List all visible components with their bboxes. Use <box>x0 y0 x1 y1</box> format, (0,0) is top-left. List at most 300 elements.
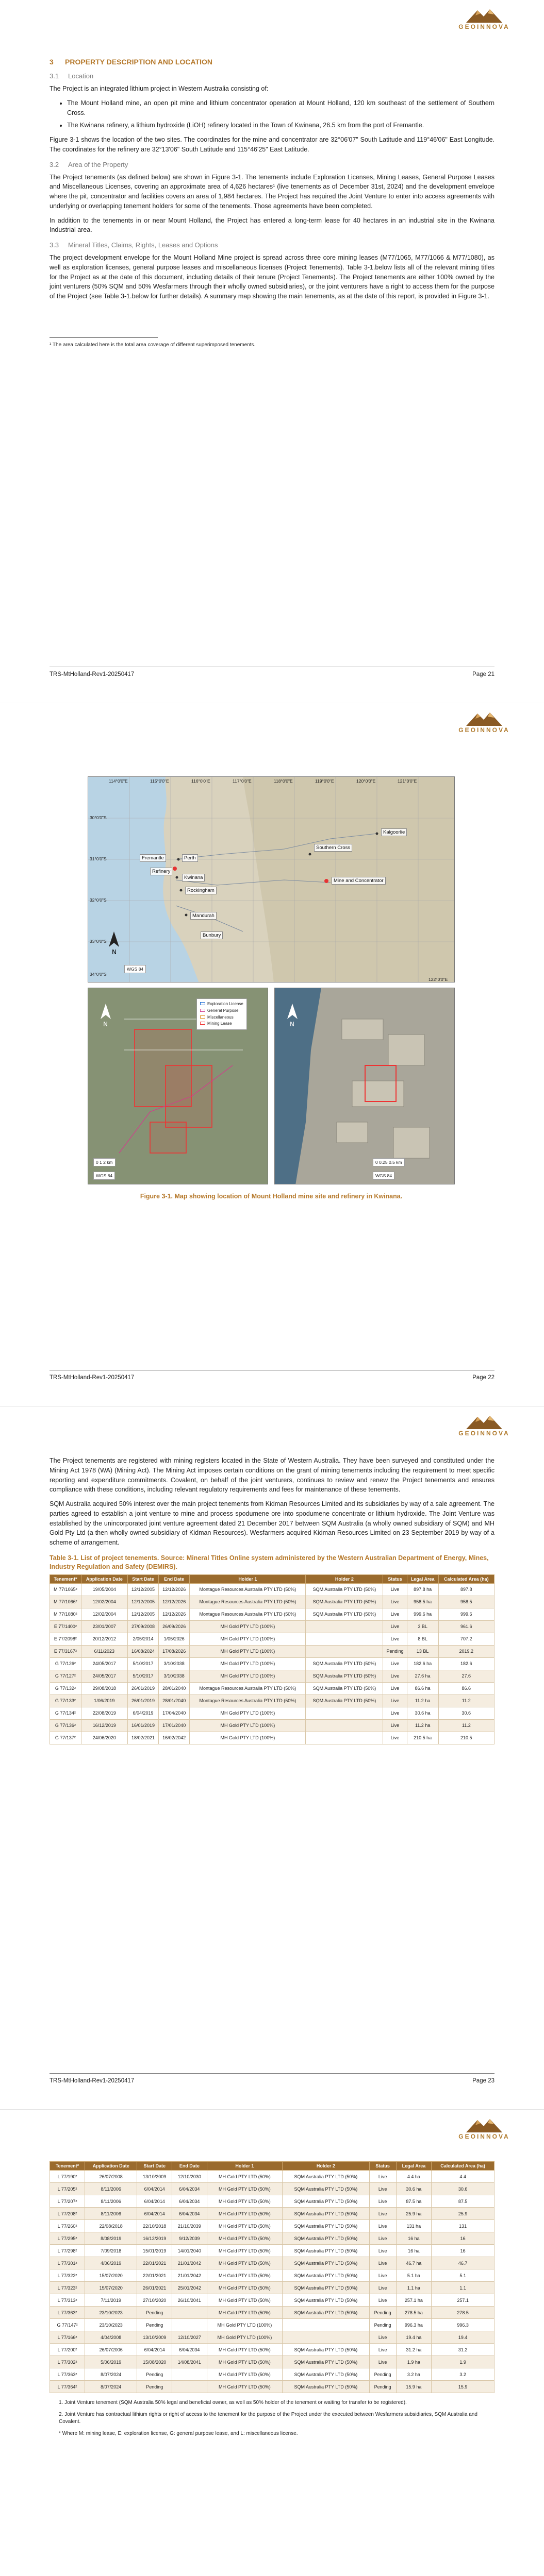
table-cell: 15/07/2020 <box>85 2282 137 2294</box>
table-cell: 4.4 ha <box>396 2171 431 2183</box>
table-cell: 6/04/2014 <box>137 2183 172 2195</box>
lon-tick: 122°0'0"E <box>428 977 448 982</box>
table-row <box>50 1682 494 1694</box>
geoinnova-logo <box>448 2117 520 2144</box>
table-cell: Montague Resources Australia PTY LTD (50%) <box>190 1694 306 1707</box>
table-cell: SQM Australia PTY LTD (50%) <box>306 1608 383 1620</box>
table-row <box>50 2344 494 2356</box>
table-cell: 27.6 <box>438 1670 494 1682</box>
table-cell: 9/12/2039 <box>172 2232 207 2245</box>
table-cell: MH Gold PTY LTD (100%) <box>190 1670 306 1682</box>
detail-maps <box>88 988 455 1184</box>
table-cell: 20/12/2012 <box>81 1633 127 1645</box>
table-row <box>50 1707 494 1719</box>
map-datum: WGS 84 <box>124 965 146 973</box>
subsection-number: 3.1 <box>50 72 59 80</box>
table-cell: Live <box>383 1596 407 1608</box>
table-cell: 1/06/2019 <box>81 1694 127 1707</box>
table-cell: 86.6 <box>438 1682 494 1694</box>
table-cell: 3.2 <box>432 2368 494 2381</box>
section-number: 3 <box>50 58 54 66</box>
table-cell: SQM Australia PTY LTD (50%) <box>283 2232 370 2245</box>
table-row <box>50 2331 494 2344</box>
table-cell: SQM Australia PTY LTD (50%) <box>283 2208 370 2220</box>
table-cell: 13/10/2009 <box>137 2331 172 2344</box>
mountain-logo-icon <box>466 2117 502 2132</box>
table-cell: 15/08/2020 <box>137 2356 172 2368</box>
table-cell: 19.4 ha <box>396 2331 431 2344</box>
table-cell: 8 BL <box>407 1633 438 1645</box>
table-row <box>50 2269 494 2282</box>
logo-wordmark: GEOINNOVA <box>458 23 510 30</box>
legend-item: Mining Lease <box>200 1021 243 1027</box>
table-cell: L 77/166² <box>50 2331 85 2344</box>
tenements-table <box>50 1574 494 1744</box>
table-cell: 897.8 <box>438 1583 494 1596</box>
legend-item: Miscellaneous <box>200 1014 243 1021</box>
legend-item: Exploration License <box>200 1001 243 1008</box>
table-cell: 15/07/2020 <box>85 2269 137 2282</box>
lat-tick: 31°0'0"S <box>90 856 107 861</box>
table-cell: Live <box>383 1719 407 1732</box>
table-cell: 24/05/2017 <box>81 1670 127 1682</box>
table-cell: 8/11/2006 <box>85 2195 137 2208</box>
place-label-kwinana: Kwinana <box>182 874 205 882</box>
table-cell: 29/08/2018 <box>81 1682 127 1694</box>
table-header-row <box>50 1574 494 1583</box>
table-cell: Live <box>383 1707 407 1719</box>
table-cell: L 77/301² <box>50 2257 85 2269</box>
table-cell: 22/01/2021 <box>137 2257 172 2269</box>
place-label-mine: Mine and Concentrator <box>332 877 386 885</box>
table-cell: 22/08/2018 <box>85 2220 137 2232</box>
table-cell: G 77/137² <box>50 1732 81 1744</box>
subsection-3-2-heading <box>50 161 494 168</box>
table-cell: Pending <box>369 2368 396 2381</box>
column-header: Start Date <box>127 1574 158 1583</box>
paragraph: The Project tenements are registered with mining registers located in the State of Western Australia. They have been surveyed and constituted under the Mining Act 1978 (WA) (Mining Act). The Mining Act imposes certain conditions on the grant of mining tenements including the requirement to meet specific reporting and expenditure commitments. Covalent, on behalf of the joint venturers, continues to review and renew the Project tenements and ensures compliance with these conditions, including relevant regulatory requirements and fees for maintenance of these tenements. <box>50 1457 494 1494</box>
table-cell: 14/01/2040 <box>172 2245 207 2257</box>
table-cell <box>172 2381 207 2393</box>
table-cell: 4.4 <box>432 2171 494 2183</box>
table-cell: Live <box>369 2183 396 2195</box>
mountain-logo-icon <box>466 710 502 726</box>
table-row <box>50 2319 494 2331</box>
table-cell: MH Gold PTY LTD (50%) <box>207 2232 282 2245</box>
table-row <box>50 1719 494 1732</box>
table-cell: 23/10/2023 <box>85 2319 137 2331</box>
page-content <box>50 49 494 348</box>
geoinnova-logo <box>448 710 520 737</box>
column-header: Legal Area <box>396 2162 431 2171</box>
table-cell: SQM Australia PTY LTD (50%) <box>283 2381 370 2393</box>
table-cell: Pending <box>137 2381 172 2393</box>
paragraph: In addition to the tenements in or near Mount Holland, the Project has entered a long-term lease for 40 hectares in an industrial site in the Kwinana Industrial area. <box>50 216 494 234</box>
table-cell: 12/10/2030 <box>172 2171 207 2183</box>
table-cell: 257.1 <box>432 2294 494 2307</box>
table-cell: 31.2 ha <box>396 2344 431 2356</box>
table-cell: 3 BL <box>407 1620 438 1633</box>
table-cell: 182.6 <box>438 1657 494 1670</box>
page-footer <box>50 1370 494 1382</box>
lon-tick: 117°0'0"E <box>233 778 252 784</box>
table-cell: L 77/364² <box>50 2381 85 2393</box>
column-header: Status <box>383 1574 407 1583</box>
table-cell: Live <box>369 2282 396 2294</box>
table-cell: 278.5 <box>432 2307 494 2319</box>
table-cell: 12/02/2004 <box>81 1596 127 1608</box>
table-cell: 182.6 ha <box>407 1657 438 1670</box>
svg-text:N: N <box>103 1021 108 1028</box>
table-cell: M 77/1080² <box>50 1608 81 1620</box>
table-cell: MH Gold PTY LTD (50%) <box>207 2307 282 2319</box>
column-header: Status <box>369 2162 396 2171</box>
table-row <box>50 2381 494 2393</box>
table-cell: MH Gold PTY LTD (100%) <box>190 1633 306 1645</box>
table-cell: 707.2 <box>438 1633 494 1645</box>
mountain-logo-icon <box>466 1414 502 1429</box>
subsection-number: 3.2 <box>50 160 59 168</box>
table-cell: Live <box>369 2208 396 2220</box>
place-label-mandurah: Mandurah <box>190 912 217 920</box>
column-header: Holder 1 <box>190 1574 306 1583</box>
paragraph: SQM Australia acquired 50% interest over the main project tenements from Kidman Resources Limited and its subsidiaries by way of a sale agreement. The parties agreed to establish a joint venture to mine and process spodumene ore into spodumene concentrate or lithium hydroxide. The Joint Venture was established by the unincorporated joint venture agreement dated 21 December 2017 between SQM Australia (a wholly owned subsidiary of SQM) and MH Gold Pty Ltd (a then wholly owned subsidiary of Kidman Resources). Wesfarmers acquired Kidman Resources Limited on 23 September 2019 by way of a scheme of arrangement. <box>50 1500 494 1546</box>
table-cell: 15/01/2019 <box>137 2245 172 2257</box>
table-cell: SQM Australia PTY LTD (50%) <box>283 2245 370 2257</box>
table-cell: 15.9 ha <box>396 2381 431 2393</box>
table-cell: MH Gold PTY LTD (50%) <box>207 2220 282 2232</box>
table-cell: 11.2 ha <box>407 1694 438 1707</box>
table-cell: 4/04/2008 <box>85 2331 137 2344</box>
section-title: PROPERTY DESCRIPTION AND LOCATION <box>65 58 212 66</box>
table-row <box>50 2232 494 2245</box>
table-row <box>50 1620 494 1633</box>
place-label-kalgoorlie: Kalgoorlie <box>381 828 407 836</box>
table-cell: 22/08/2019 <box>81 1707 127 1719</box>
paragraph: The Project tenements (as defined below) are shown in Figure 3-1. The tenements include Exploration Licenses, Mining Leases, General Purpose Leases and Miscellaneous Licenses, covering an approximate area of 4,626 hectares¹ (live tenements as of December 31st, 2024) and the development envelope where the pit, concentrator and facilities covers an area of 1,984 hectares. The Project has required the Joint Venture to enter into access agreements with underlying or overlapping tenement holders for some of the tenements. Those agreements have been completed. <box>50 173 494 210</box>
column-header: Holder 2 <box>306 1574 383 1583</box>
table-cell: L 77/260² <box>50 2220 85 2232</box>
table-cell: SQM Australia PTY LTD (50%) <box>283 2307 370 2319</box>
table-cell: MH Gold PTY LTD (50%) <box>207 2294 282 2307</box>
table-cell: 131 ha <box>396 2220 431 2232</box>
table-cell <box>283 2319 370 2331</box>
refinery-site-map <box>274 988 455 1184</box>
table-cell: 958.5 <box>438 1596 494 1608</box>
table-cell: SQM Australia PTY LTD (50%) <box>283 2368 370 2381</box>
document-id: TRS-MtHolland-Rev1-20250417 <box>50 671 135 677</box>
table-cell: 21/10/2039 <box>172 2220 207 2232</box>
table-cell: 6/04/2014 <box>137 2195 172 2208</box>
table-cell: G 77/133² <box>50 1694 81 1707</box>
table-cell: 999.6 <box>438 1608 494 1620</box>
table-row <box>50 2195 494 2208</box>
table-cell: 23/01/2007 <box>81 1620 127 1633</box>
place-label-bunbury: Bunbury <box>201 931 223 939</box>
table-cell: SQM Australia PTY LTD (50%) <box>306 1596 383 1608</box>
section-3-heading <box>50 58 494 66</box>
table-note: 1. Joint Venture tenement (SQM Australia 50% legal and beneficial owner, as well as 50% holder of the tenement or waiting for transfer to be registered). <box>59 2400 407 2406</box>
page-23 <box>0 1406 544 2110</box>
table-cell: MH Gold PTY LTD (50%) <box>207 2381 282 2393</box>
page-24 <box>0 2110 544 2576</box>
footnote: ¹ The area calculated here is the total area coverage of different superimposed tenements. <box>50 342 256 348</box>
table-cell: MH Gold PTY LTD (100%) <box>190 1620 306 1633</box>
table-cell: 11.2 <box>438 1694 494 1707</box>
table-cell: 26/01/2019 <box>127 1682 158 1694</box>
table-cell: SQM Australia PTY LTD (50%) <box>306 1682 383 1694</box>
map-scale-bar: 0 0.25 0.5 km <box>373 1158 405 1166</box>
table-note: * Where M: mining lease, E: exploration license, G: general purpose lease, and L: miscellaneous license. <box>59 2430 298 2436</box>
table-cell <box>283 2331 370 2344</box>
table-cell: MH Gold PTY LTD (100%) <box>190 1707 306 1719</box>
place-label-fremantle: Fremantle <box>140 854 166 862</box>
table-cell: 1.9 <box>432 2356 494 2368</box>
table-cell: 5/06/2019 <box>85 2356 137 2368</box>
table-cell: 17/01/2040 <box>159 1719 190 1732</box>
table-row <box>50 2245 494 2257</box>
table-cell: Live <box>383 1694 407 1707</box>
table-cell: 8/11/2006 <box>85 2183 137 2195</box>
table-cell: 996.3 <box>432 2319 494 2331</box>
table-cell: E 77/3167² <box>50 1645 81 1657</box>
table-cell: L 77/207² <box>50 2195 85 2208</box>
table-cell: 6/11/2023 <box>81 1645 127 1657</box>
table-cell: 961.6 <box>438 1620 494 1633</box>
table-cell: 30.6 <box>438 1707 494 1719</box>
table-cell: 6/04/2014 <box>137 2344 172 2356</box>
table-row <box>50 2356 494 2368</box>
table-cell: 27/10/2020 <box>137 2294 172 2307</box>
table-cell: 26/01/2019 <box>127 1694 158 1707</box>
table-cell: MH Gold PTY LTD (50%) <box>207 2171 282 2183</box>
table-cell: 1.1 <box>432 2282 494 2294</box>
page-footer <box>50 667 494 679</box>
table-cell <box>306 1645 383 1657</box>
table-cell: 28/01/2040 <box>159 1694 190 1707</box>
column-header: Holder 2 <box>283 2162 370 2171</box>
column-header: Calculated Area (ha) <box>438 1574 494 1583</box>
table-cell: SQM Australia PTY LTD (50%) <box>306 1694 383 1707</box>
table-row <box>50 1732 494 1744</box>
page-content <box>50 2161 494 2442</box>
table-cell: L 77/302² <box>50 2356 85 2368</box>
table-cell: G 77/132² <box>50 1682 81 1694</box>
table-caption: Table 3-1. List of project tenements. Source: Mineral Titles Online system administered by the Western Australian Department of Energy, Mines, Industry Regulation and Safety (DEMIRS). <box>50 1554 489 1570</box>
table-cell: MH Gold PTY LTD (50%) <box>207 2245 282 2257</box>
table-cell: 86.6 ha <box>407 1682 438 1694</box>
table-cell: MH Gold PTY LTD (50%) <box>207 2356 282 2368</box>
table-cell: Live <box>369 2344 396 2356</box>
table-cell: 12/12/2005 <box>127 1596 158 1608</box>
table-cell: 12/12/2026 <box>159 1608 190 1620</box>
table-row <box>50 1596 494 1608</box>
table-cell: 19.4 <box>432 2331 494 2344</box>
table-cell: 3/10/2038 <box>159 1670 190 1682</box>
table-cell: Pending <box>137 2368 172 2381</box>
table-cell: L 77/190² <box>50 2171 85 2183</box>
table-cell: 7/09/2018 <box>85 2245 137 2257</box>
page-number: Page 22 <box>472 1375 494 1381</box>
bullet-item: • The Kwinana refinery, a lithium hydroxide (LiOH) refinery located in the Town of Kwinana, 26.5 km from the port of Fremantle. <box>67 121 494 130</box>
svg-text:N: N <box>290 1021 294 1028</box>
table-cell: 958.5 ha <box>407 1596 438 1608</box>
table-cell: 17/08/2026 <box>159 1645 190 1657</box>
table-cell: 12/12/2005 <box>127 1608 158 1620</box>
figure-caption: Figure 3-1. Map showing location of Mount Holland mine site and refinery in Kwinana. <box>140 1193 403 1200</box>
table-cell: 278.5 ha <box>396 2307 431 2319</box>
table-cell: Live <box>369 2171 396 2183</box>
lat-tick: 30°0'0"S <box>90 815 107 820</box>
table-cell: 2/05/2014 <box>127 1633 158 1645</box>
table-cell: Live <box>369 2232 396 2245</box>
table-row <box>50 1657 494 1670</box>
table-cell: SQM Australia PTY LTD (50%) <box>283 2282 370 2294</box>
table-cell: 999.6 ha <box>407 1608 438 1620</box>
page-21 <box>0 0 544 703</box>
table-cell: 16/01/2019 <box>127 1719 158 1732</box>
table-cell: 12/10/2027 <box>172 2331 207 2344</box>
table-cell: Live <box>369 2220 396 2232</box>
table-cell: 5.1 ha <box>396 2269 431 2282</box>
table-cell: SQM Australia PTY LTD (50%) <box>306 1583 383 1596</box>
table-cell: MH Gold PTY LTD (50%) <box>207 2195 282 2208</box>
table-cell: 31.2 <box>432 2344 494 2356</box>
table-cell: 5/10/2017 <box>127 1670 158 1682</box>
column-header: Legal Area <box>407 1574 438 1583</box>
table-cell: 14/08/2041 <box>172 2356 207 2368</box>
document-id: TRS-MtHolland-Rev1-20250417 <box>50 2078 135 2084</box>
place-label-refinery: Refinery <box>150 868 172 875</box>
place-label-perth: Perth <box>182 854 198 862</box>
table-notes <box>50 2399 494 2437</box>
page-22 <box>0 703 544 1406</box>
lat-tick: 32°0'0"S <box>90 897 107 903</box>
table-cell: 11.2 <box>438 1719 494 1732</box>
footnote-divider <box>50 337 158 338</box>
table-cell: 21/01/2042 <box>172 2269 207 2282</box>
table-cell: 21/01/2042 <box>172 2257 207 2269</box>
table-cell: 46.7 ha <box>396 2257 431 2269</box>
table-cell: 13/10/2009 <box>137 2171 172 2183</box>
table-cell: G 77/126² <box>50 1657 81 1670</box>
table-cell: 131 <box>432 2220 494 2232</box>
table-cell: L 77/298² <box>50 2245 85 2257</box>
lon-tick: 118°0'0"E <box>274 778 293 784</box>
table-cell: 18/02/2021 <box>127 1732 158 1744</box>
table-cell: 8/07/2024 <box>85 2381 137 2393</box>
table-cell: Live <box>369 2356 396 2368</box>
table-row <box>50 2368 494 2381</box>
geoinnova-logo <box>448 1414 520 1440</box>
table-cell: MH Gold PTY LTD (50%) <box>207 2269 282 2282</box>
table-cell: MH Gold PTY LTD (100%) <box>190 1719 306 1732</box>
lon-tick: 114°0'0"E <box>109 778 128 784</box>
table-cell: 8/08/2019 <box>85 2232 137 2245</box>
table-cell: L 77/323² <box>50 2282 85 2294</box>
paragraph: The Project is an integrated lithium project in Western Australia consisting of: <box>50 85 269 92</box>
table-cell: Live <box>383 1657 407 1670</box>
table-cell: SQM Australia PTY LTD (50%) <box>283 2356 370 2368</box>
table-row <box>50 2208 494 2220</box>
table-cell: 16 ha <box>396 2232 431 2245</box>
table-cell: Pending <box>137 2307 172 2319</box>
table-cell: 12/02/2004 <box>81 1608 127 1620</box>
table-cell: SQM Australia PTY LTD (50%) <box>283 2183 370 2195</box>
column-header: Start Date <box>137 2162 172 2171</box>
table-cell: 6/04/2034 <box>172 2344 207 2356</box>
table-cell: MH Gold PTY LTD (50%) <box>207 2257 282 2269</box>
table-cell: 27/09/2008 <box>127 1620 158 1633</box>
subsection-3-1-heading <box>50 72 494 80</box>
table-cell: 22/10/2018 <box>137 2220 172 2232</box>
table-row <box>50 1694 494 1707</box>
table-row <box>50 2220 494 2232</box>
table-cell: MH Gold PTY LTD (100%) <box>190 1732 306 1744</box>
table-cell: Montague Resources Australia PTY LTD (50%) <box>190 1583 306 1596</box>
logo-wordmark: GEOINNOVA <box>458 726 510 734</box>
table-cell: SQM Australia PTY LTD (50%) <box>306 1657 383 1670</box>
lon-tick: 116°0'0"E <box>191 778 210 784</box>
column-header: Holder 1 <box>207 2162 282 2171</box>
table-cell: 11.2 ha <box>407 1719 438 1732</box>
table-cell: 16/12/2019 <box>81 1719 127 1732</box>
bullet-item: • The Mount Holland mine, an open pit mine and lithium concentrator operation at Mount Holland, 120 km southeast of the settlement of Southern Cross. <box>67 98 494 118</box>
column-header: Application Date <box>81 1574 127 1583</box>
table-cell: Montague Resources Australia PTY LTD (50%) <box>190 1682 306 1694</box>
table-note: 2. Joint Venture has contractual lithium rights or right of access to the tenement for the purpose of the Project under the executed between Wesfarmers subsidiaries, SQM Australia and Covalent. <box>59 2411 477 2425</box>
table-cell: 27.6 ha <box>407 1670 438 1682</box>
table-cell: L 77/208² <box>50 2208 85 2220</box>
map-datum: WGS 84 <box>373 1172 394 1180</box>
table-cell: Live <box>383 1732 407 1744</box>
table-cell: 30.6 <box>432 2183 494 2195</box>
table-cell: 13 BL <box>407 1645 438 1657</box>
table-cell: SQM Australia PTY LTD (50%) <box>283 2344 370 2356</box>
table-cell: 24/06/2020 <box>81 1732 127 1744</box>
regional-location-map <box>88 776 455 982</box>
refinery-satellite-graphic <box>275 988 455 1184</box>
table-cell: 257.1 ha <box>396 2294 431 2307</box>
table-cell: 1/05/2026 <box>159 1633 190 1645</box>
table-cell: L 77/322² <box>50 2269 85 2282</box>
column-header: End Date <box>172 2162 207 2171</box>
table-cell: Live <box>383 1608 407 1620</box>
document-id: TRS-MtHolland-Rev1-20250417 <box>50 1375 135 1381</box>
page-footer <box>50 2073 494 2086</box>
table-cell: 24/05/2017 <box>81 1657 127 1670</box>
table-cell: MH Gold PTY LTD (100%) <box>207 2319 282 2331</box>
table-cell: 16/12/2019 <box>137 2232 172 2245</box>
table-cell: Montague Resources Australia PTY LTD (50%) <box>190 1596 306 1608</box>
table-cell: G 77/136² <box>50 1719 81 1732</box>
table-row <box>50 1583 494 1596</box>
table-cell: 12/12/2026 <box>159 1596 190 1608</box>
table-cell: MH Gold PTY LTD (50%) <box>207 2368 282 2381</box>
table-row <box>50 2294 494 2307</box>
table-cell: Live <box>383 1620 407 1633</box>
page-number: Page 23 <box>472 2078 494 2084</box>
table-cell: Montague Resources Australia PTY LTD (50%) <box>190 1608 306 1620</box>
table-cell: 3.2 ha <box>396 2368 431 2381</box>
table-cell: L 77/205² <box>50 2183 85 2195</box>
table-cell: Live <box>383 1633 407 1645</box>
table-cell: 2019.2 <box>438 1645 494 1657</box>
table-cell: Live <box>383 1583 407 1596</box>
lat-tick: 33°0'0"S <box>90 939 107 944</box>
table-row <box>50 2171 494 2183</box>
table-cell: 6/04/2034 <box>172 2195 207 2208</box>
